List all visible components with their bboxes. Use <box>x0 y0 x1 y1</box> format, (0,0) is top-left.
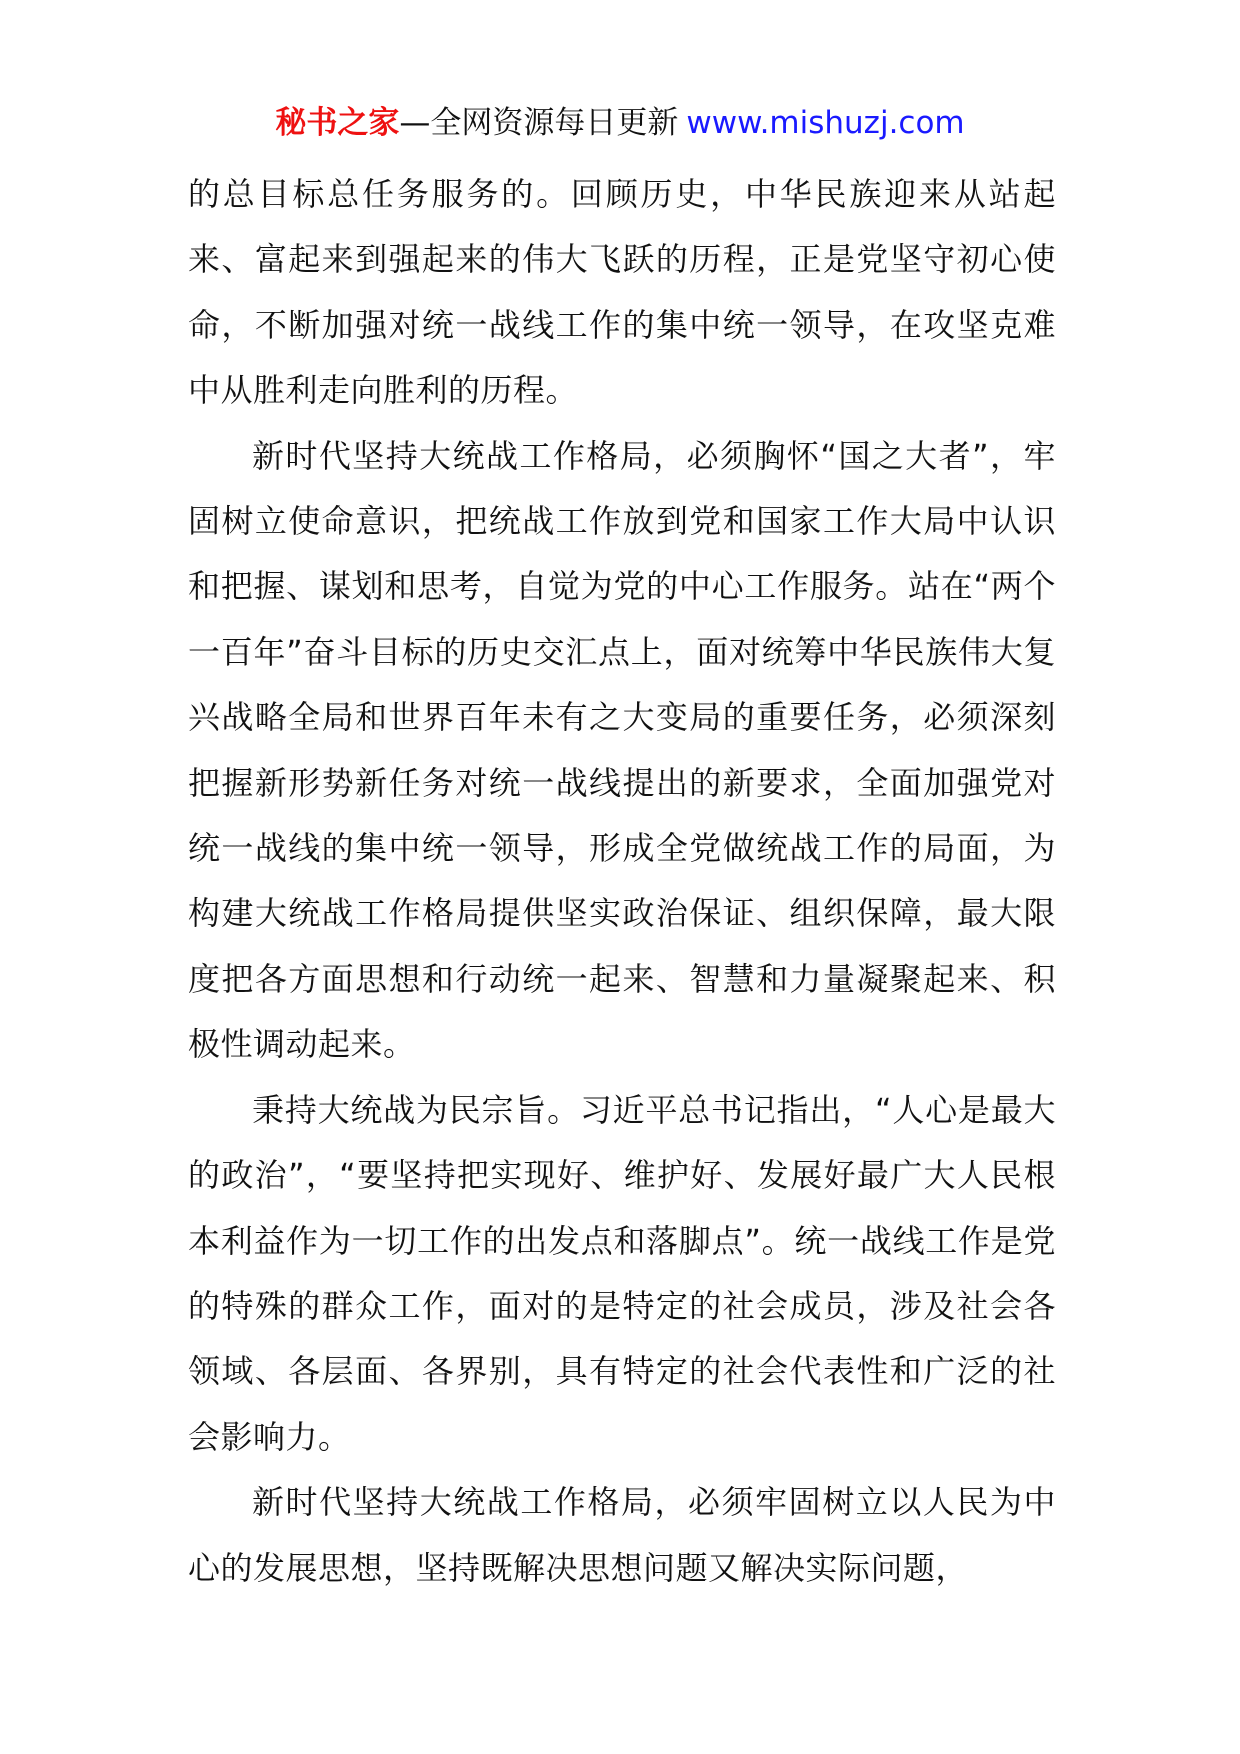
paragraph: 新时代坚持大统战工作格局，必须牢固树立以人民为中心的发展思想，坚持既解决思想问题又解决实际问题， <box>188 1483 1056 1587</box>
paragraph: 新时代坚持大统战工作格局，必须胸怀“国之大者”，牢固树立使命意识，把统战工作放到党和国家工作大局中认识和把握、谋划和思考，自觉为党的中心工作服务。站在“两个一百年”奋斗目标的历史交汇点上，面对统筹中华民族伟大复兴战略全局和世界百年未有之大变局的重要任务，必须深刻把握新形势新任务对统一战线提出的新要求，全面加强党对统一战线的集中统一领导，形成全党做统战工作的局面，为构建大统战工作格局提供坚实政治保证、组织保障，最大限度把各方面思想和行动统一起来、智慧和力量凝聚起来、积极性调动起来。 <box>188 436 1056 1064</box>
brand-name: 秘书之家 <box>275 105 400 141</box>
document-body <box>188 162 1056 1601</box>
paragraph-continuation: 的总目标总任务服务的。回顾历史，中华民族迎来从站起来、富起来到强起来的伟大飞跃的历程，正是党坚守初心使命，不断加强对统一战线工作的集中统一领导，在攻坚克难中从胜利走向胜利的历程。 <box>188 175 1056 410</box>
paragraph: 秉持大统战为民宗旨。习近平总书记指出，“人心是最大的政治”，“要坚持把实现好、维护好、发展好最广大人民根本利益作为一切工作的出发点和落脚点”。统一战线工作是党的特殊的群众工作，面对的是特定的社会成员，涉及社会各领域、各层面、各界别，具有特定的社会代表性和广泛的社会影响力。 <box>188 1090 1056 1456</box>
page-header <box>0 100 1240 146</box>
header-tagline: —全网资源每日更新 <box>399 105 679 141</box>
site-url-link[interactable]: www.mishuzj.com <box>686 105 965 141</box>
